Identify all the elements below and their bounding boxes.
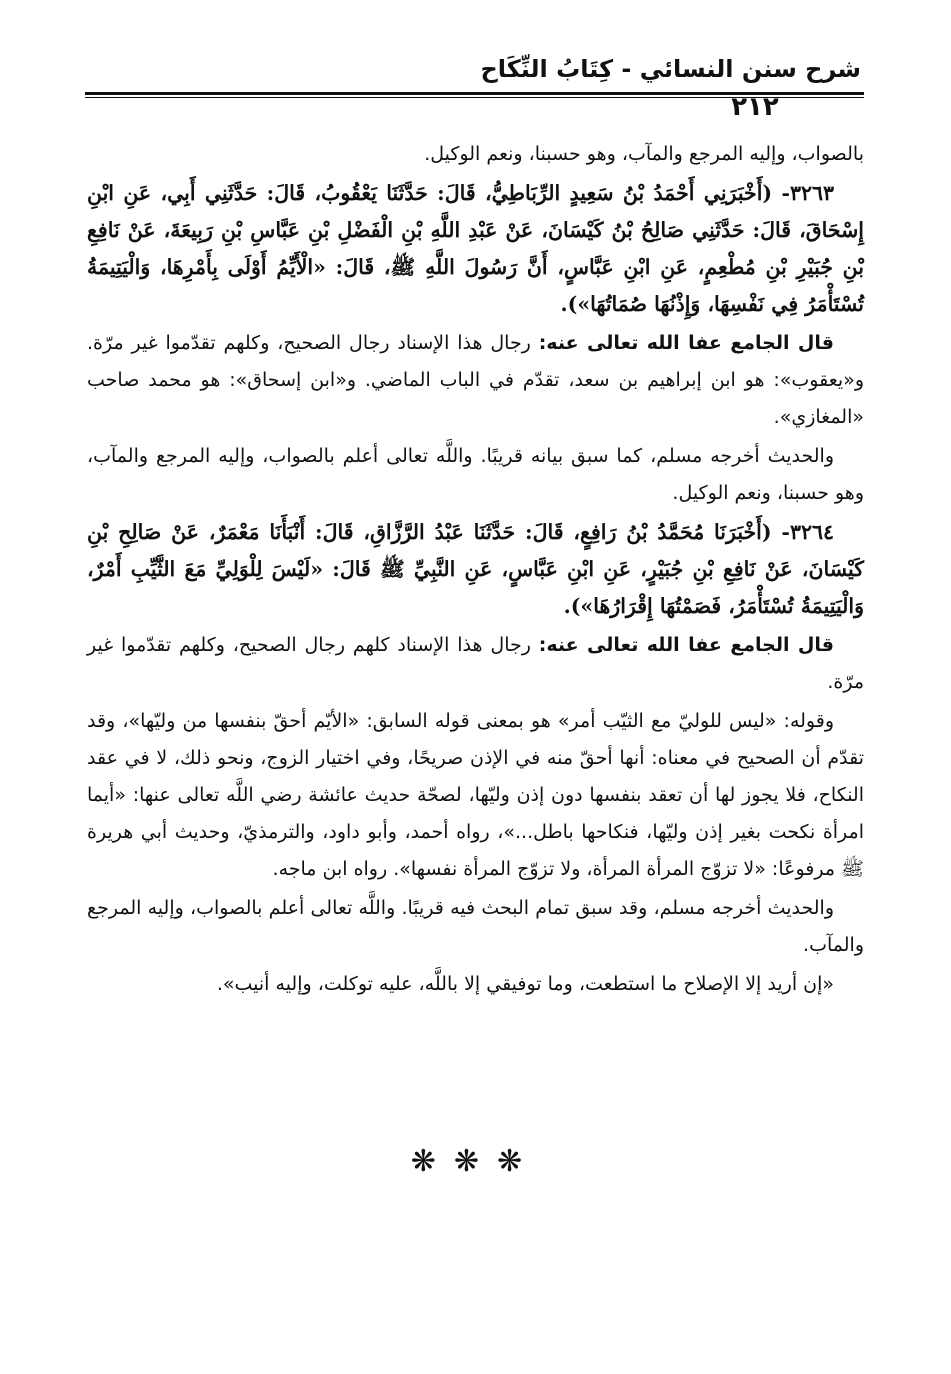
- commentary-3264: [87, 627, 864, 701]
- commentary-lead: قال الجامع عفا الله تعالى عنه:: [538, 634, 834, 656]
- paragraph-closing-formula: بالصواب، وإليه المرجع والمآب، وهو حسبنا، ونعم الوكيل.: [424, 143, 864, 165]
- commentary-text: رجال هذا الإسناد رجال الصحيح، وكلهم تقدّموا غير مرّة. و«يعقوب»: هو ابن إبراهيم بن سعد، تقدّم في الباب الماضي. و«ابن إسحاق»: هو محمد صاحب «المغازي».: [87, 332, 864, 428]
- page-body: [87, 136, 864, 1005]
- hadith-3264: ٣٢٦٤- (أَخْبَرَنَا مُحَمَّدُ بْنُ رَافِعٍ، قَالَ: حَدَّثَنَا عَبْدُ الرَّزَّاقِ، قَالَ: أَنْبَأَنَا مَعْمَرٌ، عَنْ صَالِحِ بْنِ كَيْسَانَ، عَنْ نَافِعِ بْنِ جُبَيْرٍ، عَنِ ابْنِ عَبَّاسٍ، عَنِ النَّبِيِّ ﷺ قَالَ: «لَيْسَ لِلْوَلِيِّ مَعَ الثَّيِّبِ أَمْرٌ، وَالْيَتِيمَةُ تُسْتَأْمَرُ، فَصَمْتُهَا إِقْرَارُهَا»).: [87, 520, 864, 618]
- paragraph-takhrij-3263: والحديث أخرجه مسلم، كما سبق بيانه قريبًا. واللَّه تعالى أعلم بالصواب، وإليه المرجع والمآب، وهو حسبنا، ونعم الوكيل.: [87, 445, 864, 504]
- paragraph-takhrij-3264: والحديث أخرجه مسلم، وقد سبق تمام البحث فيه قريبًا. واللَّه تعالى أعلم بالصواب، وإليه المرجع والمآب.: [87, 897, 864, 956]
- commentary-lead: قال الجامع عفا الله تعالى عنه:: [538, 332, 834, 354]
- paragraph-explanation: وقوله: «ليس للوليّ مع الثيّب أمر» هو بمعنى قوله السابق: «الأيّم أحقّ بنفسها من وليّها»، وقد تقدّم أن الصحيح في معناه: أنها أحقّ منه في الإذن صريحًا، وفي اختيار الزوج، ونحو ذلك، لا في عقد النكاح، فلا يجوز لها أن تعقد بنفسها دون إذن وليّها، لصحّة حديث عائشة رضي اللَّه تعالى عنها: «أيما امرأة نكحت بغير إذن وليّها، فنكاحها باطل...»، رواه أحمد، وأبو داود، والترمذيّ، وحديث أبي هريرة ﷺ مرفوعًا: «لا تزوّج المرأة المرأة، ولا تزوّج المرأة نفسها». رواه ابن ماجه.: [87, 710, 864, 880]
- section-separator-stars: ❋❋❋: [410, 1144, 541, 1179]
- commentary-text: رجال هذا الإسناد كلهم رجال الصحيح، وكلهم تقدّموا غير مرّة.: [87, 634, 864, 693]
- commentary-3263: [87, 325, 864, 436]
- running-title: شرح سنن النسائي - كِتَابُ النِّكَاح: [480, 55, 861, 83]
- hadith-3263: ٣٢٦٣- (أَخْبَرَنِي أَحْمَدُ بْنُ سَعِيدٍ الرِّبَاطِيُّ، قَالَ: حَدَّثَنَا يَعْقُوبُ، قَالَ: حَدَّثَنِي أَبِي، عَنِ ابْنِ إِسْحَاقَ، قَالَ: حَدَّثَنِي صَالِحُ بْنُ كَيْسَانَ، عَنْ عَبْدِ اللَّهِ بْنِ الْفَضْلِ بْنِ عَبَّاسِ بْنِ رَبِيعَةَ، عَنْ نَافِعِ بْنِ جُبَيْرِ بْنِ مُطْعِمٍ، عَنِ ابْنِ عَبَّاسٍ، أَنَّ رَسُولَ اللَّهِ ﷺ، قَالَ: «الْأَيِّمُ أَوْلَى بِأَمْرِهَا، وَالْيَتِيمَةُ تُسْتَأْمَرُ فِي نَفْسِهَا، وَإِذْنُهَا صُمَاتُهَا»).: [87, 181, 864, 316]
- page-number: ٢١٢: [731, 92, 779, 122]
- paragraph-closing-verse: «إن أريد إلا الإصلاح ما استطعت، وما توفيقي إلا باللَّه، عليه توكلت، وإليه أنيب».: [216, 973, 834, 995]
